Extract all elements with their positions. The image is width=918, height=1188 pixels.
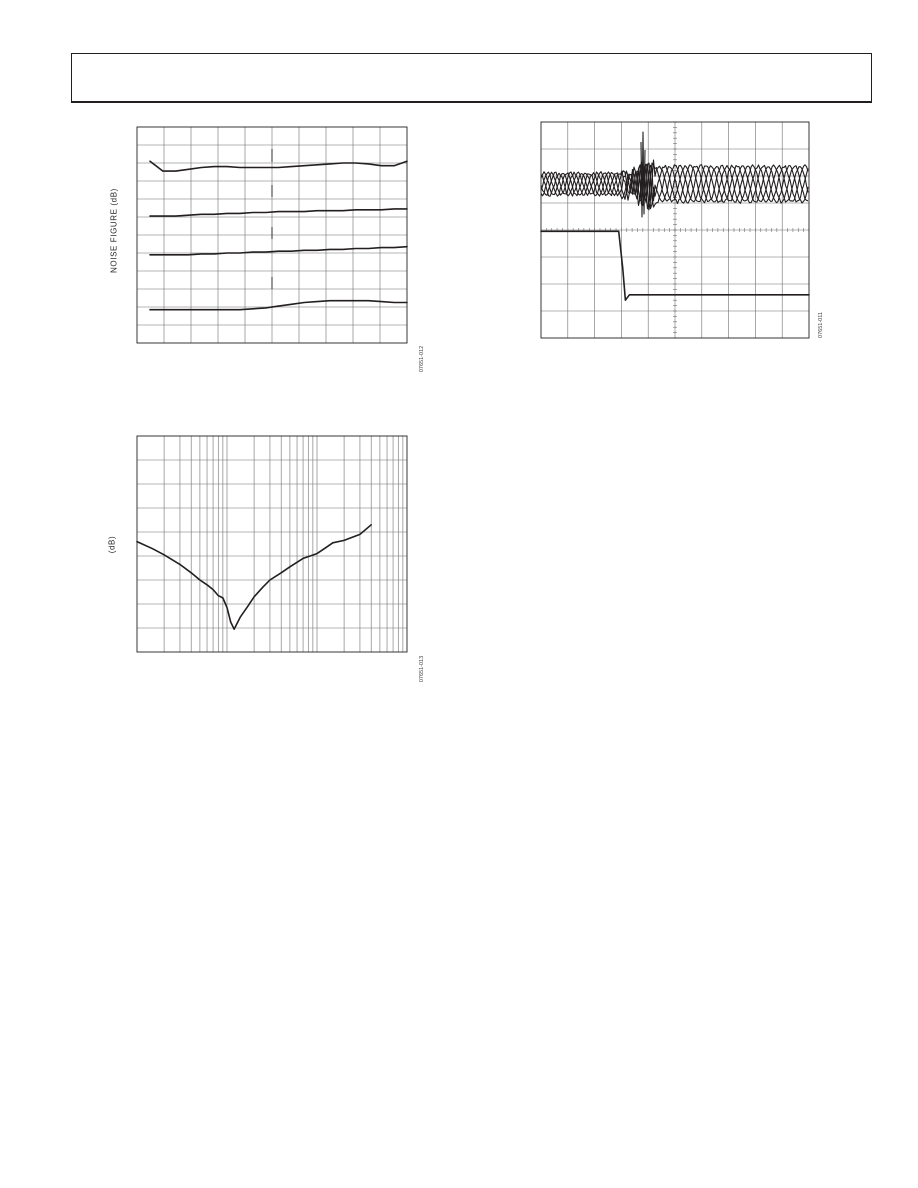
noise-figure-series-1 <box>150 161 407 171</box>
page-header-frame <box>71 53 872 103</box>
noise-figure-series-3 <box>150 247 407 255</box>
noise-figure-series-4 <box>150 301 407 310</box>
noise-figure-chart <box>137 127 407 343</box>
oscilloscope-chart <box>541 122 809 338</box>
log-chart-y-axis-label: (dB) <box>107 535 117 554</box>
noise-figure-chart-figure-id: 07651-012 <box>419 345 425 373</box>
log-chart-figure-id: 07651-013 <box>419 655 425 683</box>
noise-figure-series-2 <box>150 209 407 216</box>
noise-figure-y-axis-label: NOISE FIGURE (dB) <box>109 188 119 273</box>
log-frequency-chart <box>137 436 407 652</box>
scope-waveform-overlay <box>541 163 808 209</box>
oscilloscope-chart-figure-id: 07651-011 <box>818 312 824 338</box>
plot-frame <box>137 436 407 652</box>
